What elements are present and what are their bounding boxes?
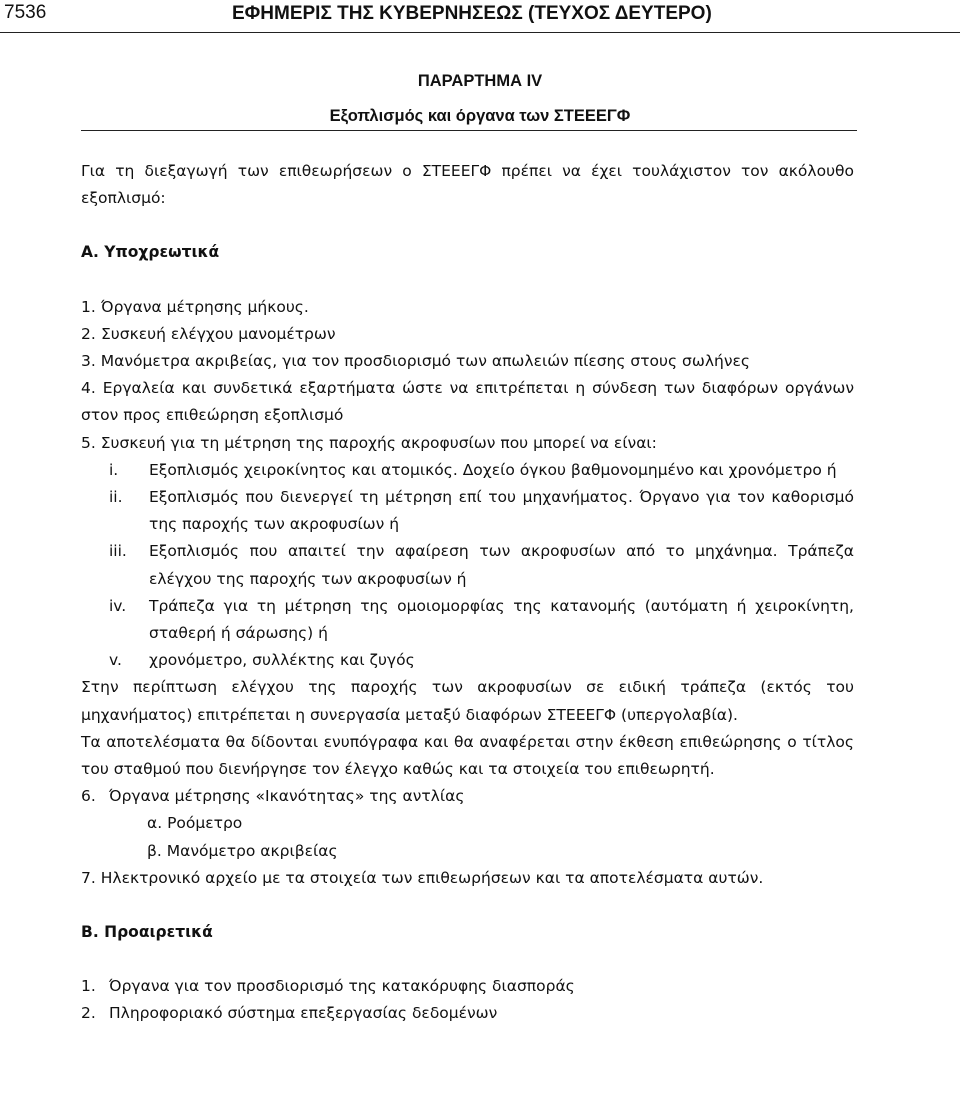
list-item: [81, 430, 854, 457]
list-item-number: 1.: [81, 297, 96, 316]
section-a-heading: Α. Υποχρεωτικά: [81, 243, 220, 262]
list-item-text: Συσκευή για τη μέτρηση της παροχής ακροφυσίων που μπορεί να είναι:: [100, 433, 657, 452]
list-item-number: 2.: [81, 1004, 96, 1023]
sub-list-item: β. Μανόμετρο ακριβείας: [147, 841, 338, 860]
sub-list-item-text: Εξοπλισμός που απαιτεί την αφαίρεση των ακροφυσίων από το μηχάνημα. Τράπεζα ελέγχου της παροχής των ακροφυσίων ή: [149, 542, 854, 588]
list-item: [81, 321, 854, 348]
sub-list-item: [81, 538, 854, 592]
list-item: [81, 375, 854, 429]
sub-list-item-text: Τράπεζα για τη μέτρηση της ομοιομορφίας της κατανομής (αυτόματη ή χειροκίνητη, σταθερή ή σάρωσης) ή: [149, 596, 854, 643]
document-body: [81, 158, 854, 1028]
intro-paragraph: Για τη διεξαγωγή των επιθεωρήσεων ο ΣΤΕΕΕΓΦ πρέπει να έχει τουλάχιστον τον ακόλουθο εξοπλισμό:: [81, 162, 854, 208]
sub-list-item-number: iv.: [109, 596, 127, 615]
list-item-text: Πληροφοριακό σύστημα επεξεργασίας δεδομένων: [109, 1004, 498, 1023]
list-item-number: 7.: [81, 868, 96, 887]
list-item-text: Όργανα για τον προσδιορισμό της κατακόρυφης διασποράς: [109, 977, 575, 996]
list-item-text: Όργανα μέτρησης μήκους.: [101, 297, 309, 316]
sub-list-item: [81, 593, 854, 647]
subcontracting-paragraph: Στην περίπτωση ελέγχου της παροχής των ακροφυσίων σε ειδική τράπεζα (εκτός του μηχανήματος) επιτρέπεται η συνεργασία μεταξύ διαφόρων ΣΤΕΕΕΓΦ (υπεργολαβία).: [81, 678, 854, 724]
sub-list-item: [81, 484, 854, 538]
results-paragraph: Τα αποτελέσματα θα δίδονται ενυπόγραφα και θα αναφέρεται στην έκθεση επιθεώρησης ο τίτλος του σταθμού που διενήργησε τον έλεγχο καθώς και τα στοιχεία του επιθεωρητή.: [81, 732, 854, 779]
spacer: [81, 946, 854, 973]
gazette-title: ΕΦΗΜΕΡΙΣ ΤΗΣ ΚΥΒΕΡΝΗΣΕΩΣ (ΤΕΥΧΟΣ ΔΕΥΤΕΡΟ): [232, 3, 712, 24]
page-number: 7536: [4, 2, 47, 23]
spacer: [81, 212, 854, 239]
section-b-list: [81, 973, 854, 1027]
list-item-text: Ηλεκτρονικό αρχείο με τα στοιχεία των επιθεωρήσεων και τα αποτελέσματα αυτών.: [100, 868, 764, 887]
list-item-number: 4.: [81, 379, 96, 398]
sub-list-item-number: ii.: [109, 488, 123, 507]
list-item-text: Συσκευή ελέγχου μανομέτρων: [101, 324, 336, 343]
sub-list-item: [81, 647, 854, 674]
annex-subtitle: Εξοπλισμός και όργανα των ΣΤΕΕΕΓΦ: [329, 107, 631, 125]
sub-list-item-number: iii.: [109, 542, 127, 561]
spacer: [81, 892, 854, 919]
section-a-list: [81, 294, 854, 675]
list-item-number: 3.: [81, 352, 96, 371]
list-item-number: 6.: [81, 787, 96, 806]
sub-list-item-text: χρονόμετρο, συλλέκτης και ζυγός: [149, 651, 415, 670]
list-item: [81, 783, 854, 810]
list-item-number: 1.: [81, 977, 96, 996]
list-item-number: 2.: [81, 324, 96, 343]
sub-list-item: α. Ροόμετρο: [147, 814, 243, 833]
list-item-text: Όργανα μέτρησης «Ικανότητας» της αντλίας: [109, 787, 465, 806]
section-b-heading: Β. Προαιρετικά: [81, 923, 213, 942]
sub-list-item-text: Εξοπλισμός που διενεργεί τη μέτρηση επί του μηχανήματος. Όργανο για τον καθορισμό της παροχής των ακροφυσίων ή: [149, 488, 854, 534]
page-header: [0, 0, 960, 33]
list-item-text: Εργαλεία και συνδετικά εξαρτήματα ώστε να επιτρέπεται η σύνδεση των διαφόρων οργάνων στον προς επιθεώρηση εξοπλισμό: [81, 379, 854, 425]
annex-title: ΠΑΡΑΡΤΗΜΑ IV: [417, 72, 543, 90]
list-item: [81, 294, 854, 321]
list-item: [81, 973, 854, 1000]
list-item-text: Μανόμετρα ακριβείας, για τον προσδιορισμό των απωλειών πίεσης στους σωλήνες: [100, 352, 750, 371]
sub-list-item-text: Εξοπλισμός χειροκίνητος και ατομικός. Δοχείο όγκου βαθμονομημένο και χρονόμετρο ή: [149, 460, 837, 479]
list-item: [81, 348, 854, 375]
list-item-number: 5.: [81, 433, 96, 452]
sub-list-item-number: v.: [109, 651, 122, 670]
list-item: [81, 865, 854, 892]
sub-list-item-number: i.: [109, 460, 119, 479]
list-item: [81, 1000, 854, 1027]
sub-list-item: [81, 457, 854, 484]
title-divider: [81, 130, 857, 131]
spacer: [81, 267, 854, 294]
